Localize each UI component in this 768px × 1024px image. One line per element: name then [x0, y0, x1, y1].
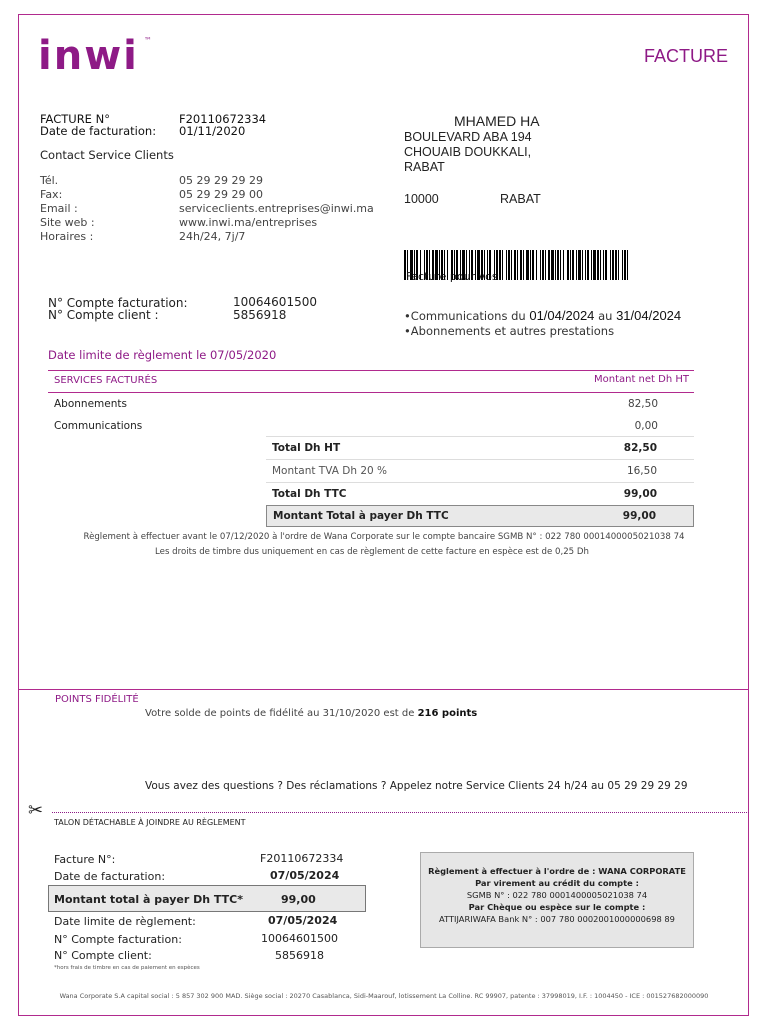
questions-line: Vous avez des questions ? Des réclamations ? Appelez notre Service Clients 24 h/24 au 05 29 29 29 29 — [145, 780, 688, 792]
barcode-bar — [624, 250, 626, 280]
barcode-bar — [520, 250, 522, 280]
contact-label: Site web : — [40, 216, 95, 229]
barcode-bar — [593, 250, 596, 280]
period-line-communications — [404, 308, 681, 323]
total-value: 99,00 — [623, 488, 657, 500]
logo-tm: ™ — [143, 36, 152, 45]
talon-total-box — [48, 885, 366, 912]
contact-value: 24h/24, 7j/7 — [179, 230, 246, 243]
row-value: 82,50 — [627, 398, 658, 410]
period-end: 31/04/2024 — [616, 308, 682, 323]
barcode-bar — [514, 250, 516, 280]
stamp-note: Les droits de timbre dus uniquement en cas de règlement de cette facture en espèce est de 0,25 Dh — [155, 547, 589, 557]
payment-line: Règlement à effectuer à l'ordre de : WANA CORPORATE — [428, 866, 686, 876]
barcode-bar — [622, 250, 623, 280]
barcode-bar — [557, 250, 559, 280]
period-prefix: Communications du — [410, 309, 526, 323]
period-mid: au — [598, 309, 613, 323]
barcode-bar — [582, 250, 583, 280]
due-date-line — [48, 348, 276, 362]
total-row — [266, 459, 694, 482]
contact-label: Fax: — [40, 188, 63, 201]
barcode-bar — [532, 250, 534, 280]
contact-value: 05 29 29 29 00 — [179, 188, 263, 201]
invoice-number-label: FACTURE N° — [40, 112, 110, 126]
barcode-bar — [551, 250, 554, 280]
barcode-bar — [536, 250, 537, 280]
recipient-city: RABAT — [500, 192, 541, 206]
email-link[interactable]: serviceclients.entreprises@inwi.ma — [179, 202, 374, 215]
total-value: 82,50 — [623, 442, 657, 454]
talon-number-label: Facture N°: — [54, 853, 116, 866]
talon-due: 07/05/2024 — [268, 914, 338, 927]
barcode-bar — [572, 250, 574, 280]
total-row — [266, 482, 694, 505]
payment-line: ATTIJARIWAFA Bank N° : 007 780 0002001000000698 89 — [439, 914, 675, 924]
talon-total: 99,00 — [281, 893, 316, 906]
website-link[interactable]: www.inwi.ma/entreprises — [179, 216, 318, 229]
contact-list — [40, 174, 380, 244]
table-row — [50, 394, 695, 416]
barcode-bar — [508, 250, 510, 280]
barcode-bar — [555, 250, 556, 280]
talon-client-label: N° Compte client: — [54, 949, 152, 962]
barcode-bar — [560, 250, 561, 280]
barcode-bar — [506, 250, 507, 280]
barcode-bar — [576, 250, 577, 280]
grand-total-row — [266, 505, 694, 527]
inwi-logo — [38, 33, 152, 79]
total-label: Montant TVA Dh 20 % — [272, 465, 387, 477]
barcode-bar — [587, 250, 589, 280]
grand-total-value: 99,00 — [622, 510, 656, 522]
period-line-subscriptions — [404, 324, 614, 338]
talon-date-label: Date de facturation: — [54, 870, 166, 883]
client-account-label: N° Compte client : — [48, 308, 159, 322]
barcode-bar — [511, 250, 512, 280]
talon-due-label: Date limite de règlement: — [54, 915, 196, 928]
table-row — [50, 416, 695, 438]
barcode-bar — [517, 250, 518, 280]
logo-text: inwi — [38, 33, 139, 79]
talon-client: 5856918 — [275, 949, 324, 962]
payment-instructions-box — [420, 852, 694, 948]
billing-account-label: N° Compte facturation: — [48, 296, 188, 310]
barcode-bar — [567, 250, 569, 280]
due-date: le 07/05/2020 — [196, 348, 277, 362]
contact-row — [40, 216, 380, 230]
invoice-date-label: Date de facturation: — [40, 124, 157, 138]
barcode-bar — [612, 250, 614, 280]
barcode-bar — [563, 250, 564, 280]
services-header: SERVICES FACTURÉS — [54, 375, 158, 386]
contact-row — [40, 230, 380, 244]
payment-line: SGMB N° : 022 780 0001400005021038 74 — [466, 890, 648, 900]
recipient-city-line: RABAT — [404, 160, 445, 174]
barcode-bar — [591, 250, 592, 280]
fidelity-line — [145, 708, 477, 719]
period-start: 01/04/2024 — [529, 308, 595, 323]
grand-total-label: Montant Total à payer Dh TTC — [273, 510, 449, 522]
subtotal-block — [266, 436, 694, 527]
recipient-name: MHAMED HA — [454, 113, 540, 129]
recipient-address2: CHOUAIB DOUKKALI, — [404, 145, 532, 159]
fidelity-points: 216 points — [417, 708, 478, 719]
barcode-bar — [618, 250, 619, 280]
talon-billing-label: N° Compte facturation: — [54, 933, 182, 946]
barcode-bar — [615, 250, 617, 280]
barcode-bar — [597, 250, 599, 280]
barcode-bar — [545, 250, 546, 280]
talon-billing: 10064601500 — [261, 932, 338, 945]
billing-account: 10064601500 — [233, 295, 317, 309]
contact-label: Tél. — [40, 174, 59, 187]
table-top-rule — [48, 370, 694, 371]
contact-row — [40, 188, 380, 202]
fidelity-title: POINTS FIDÉLITÉ — [55, 694, 139, 705]
total-row — [266, 436, 694, 459]
due-label: Date limite de règlement — [48, 348, 193, 362]
recipient-postal: 10000 — [404, 192, 439, 206]
contact-label: Email : — [40, 202, 78, 215]
barcode-bar — [627, 250, 628, 280]
cut-line — [52, 812, 749, 813]
total-label: Total Dh TTC — [272, 488, 347, 500]
barcode-bar — [603, 250, 604, 280]
payment-line: Par virement au crédit du compte : — [475, 878, 639, 888]
row-label: Communications — [54, 420, 143, 432]
barcode-bar — [578, 250, 581, 280]
contact-row — [40, 202, 380, 216]
row-label: Abonnements — [54, 398, 127, 410]
document-title: FACTURE — [643, 46, 728, 66]
payment-line: Par Chèque ou espèce sur le compte : — [468, 902, 646, 912]
scissors-icon: ✂ — [28, 800, 44, 821]
barcode-bar — [570, 250, 571, 280]
barcode-bar — [530, 250, 531, 280]
barcode-bar — [523, 250, 524, 280]
talon-footnote: *hors frais de timbre en cas de paiement en espèces — [54, 965, 200, 971]
talon-total-label: Montant total à payer Dh TTC* — [54, 893, 244, 906]
barcode-bar — [600, 250, 601, 280]
recipient-address1: BOULEVARD ABA 194 — [404, 130, 532, 144]
contact-title: Contact Service Clients — [40, 148, 174, 162]
barcode-bar — [502, 250, 503, 280]
legal-footer: Wana Corporate S.A capital social : 5 857 302 900 MAD. Siège social : 20270 Casablanca, Sidi-Maarouf, lotissement La Colline. RC 99907, patente : 37998019, I.F. : 1004450 - ICE : 001527682000090 — [59, 992, 709, 1000]
talon-number: F20110672334 — [260, 852, 344, 865]
talon-title: TALON DÉTACHABLE À JOINDRE AU RÈGLEMENT — [54, 818, 246, 827]
barcode-bar — [585, 250, 586, 280]
barcode-bar — [540, 250, 541, 280]
row-value: 0,00 — [634, 420, 658, 432]
bullet: • — [404, 324, 411, 338]
talon-date: 07/05/2024 — [270, 869, 340, 882]
fidelity-text: Votre solde de points de fidélité au 31/10/2020 est de — [145, 708, 415, 719]
barcode-bar — [610, 250, 611, 280]
barcode-bar — [605, 250, 607, 280]
client-account: 5856918 — [233, 308, 287, 322]
contact-row — [40, 174, 380, 188]
payment-note: Règlement à effectuer avant le 07/12/2020 à l'ordre de Wana Corporate sur le compte bancaire SGMB N° : 022 780 0001400005021038 74 — [83, 532, 685, 542]
total-label: Total Dh HT — [272, 442, 341, 454]
invoice-number: F20110672334 — [179, 112, 267, 126]
contact-value: 05 29 29 29 29 — [179, 174, 263, 187]
barcode-bar — [526, 250, 529, 280]
amount-header: Montant net Dh HT — [593, 374, 689, 385]
invoice-date: 01/11/2020 — [179, 124, 246, 138]
fidelity-rule — [18, 689, 749, 690]
table-header-rule — [48, 392, 694, 393]
barcode-overlay-text: Facture pour vos: — [406, 270, 502, 283]
period-line2: Abonnements et autres prestations — [410, 324, 615, 338]
contact-label: Horaires : — [40, 230, 94, 243]
barcode-bar — [548, 250, 550, 280]
bullet: • — [404, 309, 411, 323]
total-value: 16,50 — [626, 465, 657, 477]
barcode-bar — [542, 250, 544, 280]
